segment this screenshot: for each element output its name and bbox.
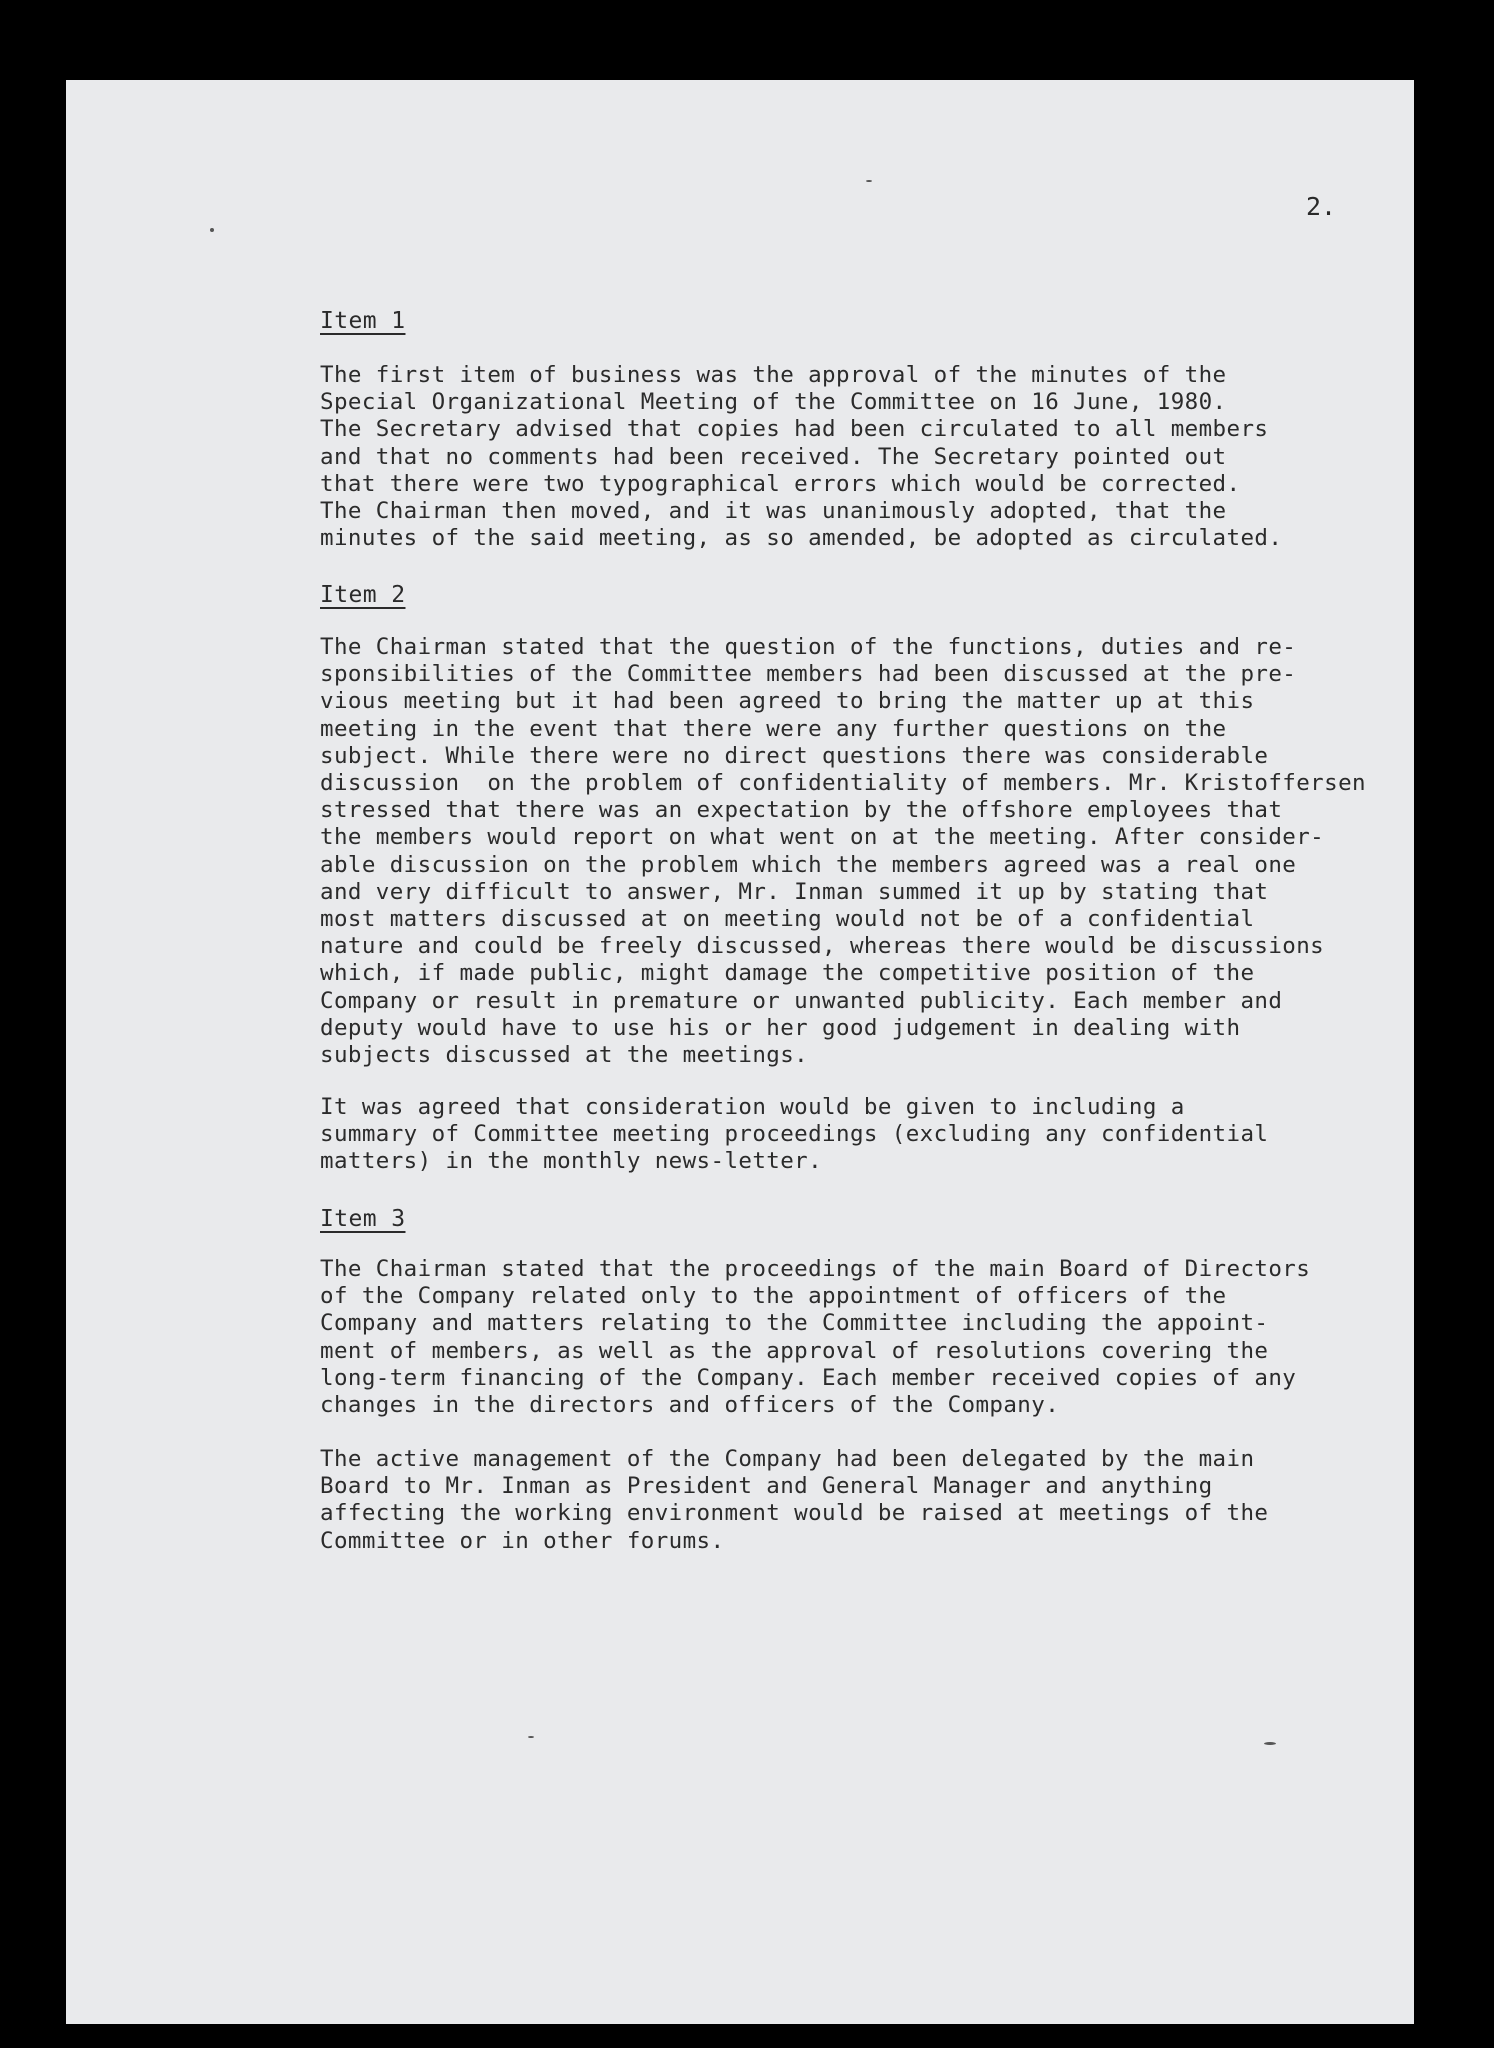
paragraph-line: Special Organizational Meeting of the Committee on 16 June, 1980. [320,389,1227,416]
paragraph-line: and that no comments had been received. The Secretary pointed out [320,443,1227,470]
item-3-paragraph-2 [320,1446,1400,1555]
scan-speck [528,1736,534,1738]
paragraph-line: changes in the directors and officers of the Company. [320,1392,1060,1419]
paragraph-line: minutes of the said meeting, as so amended, be adopted as circulated. [320,525,1283,552]
paragraph-line: deputy would have to use his or her good judgement in dealing with [320,1014,1241,1041]
item-2-paragraph-2 [320,1094,1400,1176]
paragraph-line: subject. While there were no direct questions there was considerable [320,742,1269,769]
paragraph-line: meeting in the event that there were any further questions on the [320,715,1227,742]
paragraph-line: The active management of the Company had been delegated by the main [320,1446,1255,1472]
paragraph-line: subjects discussed at the meetings. [320,1042,809,1069]
paragraph-line: which, if made public, might damage the competitive position of the [320,960,1255,987]
paragraph-line: matters) in the monthly news-letter. [320,1148,823,1175]
paragraph-line: Board to Mr. Inman as President and General Manager and anything [320,1473,1213,1500]
paragraph-line: nature and could be freely discussed, whereas there would be discussions [320,933,1325,960]
scan-speck [866,180,872,182]
paragraph-line: long-term financing of the Company. Each member received copies of any [320,1364,1297,1391]
paragraph-line: Committee or in other forums. [320,1527,725,1554]
item-3-heading: Item 3 [320,1206,406,1232]
paragraph-line: Company or result in premature or unwanted publicity. Each member and [320,987,1283,1014]
page-number: 2. [1306,192,1337,221]
paragraph-line: The Chairman then moved, and it was unanimously adopted, that the [320,498,1227,525]
paragraph-line: the members would report on what went on at the meeting. After consider- [320,824,1325,851]
paragraph-line: The Chairman stated that the question of the functions, duties and re- [320,634,1297,660]
item-2-heading: Item 2 [320,582,406,608]
paragraph-line: that there were two typographical errors which would be corrected. [320,470,1241,497]
scan-speck [210,228,214,232]
paragraph-line: Company and matters relating to the Committee including the appoint- [320,1310,1269,1337]
paragraph-line: The Chairman stated that the proceedings of the main Board of Directors [320,1256,1311,1282]
item-1-heading: Item 1 [320,308,406,334]
paragraph-line: and very difficult to answer, Mr. Inman summed it up by stating that [320,878,1269,905]
paragraph-line: affecting the working environment would be raised at meetings of the [320,1500,1269,1527]
item-3-paragraph-1 [320,1256,1400,1419]
paragraph-line: able discussion on the problem which the members agreed was a real one [320,851,1297,878]
paragraph-line: most matters discussed at on meeting would not be of a confidential [320,906,1255,933]
paragraph-line: The Secretary advised that copies had been circulated to all members [320,416,1269,443]
paragraph-line: sponsibilities of the Committee members had been discussed at the pre- [320,661,1297,688]
paragraph-line: The first item of business was the approval of the minutes of the [320,362,1227,388]
paragraph-line: discussion on the problem of confidentiality of members. Mr. Kristoffersen [320,770,1366,797]
item-2-paragraph-1 [320,634,1400,1069]
scan-speck [1264,1742,1276,1745]
paragraph-line: stressed that there was an expectation by the offshore employees that [320,797,1283,824]
item-1-paragraph [320,362,1400,552]
paragraph-line: vious meeting but it had been agreed to bring the matter up at this [320,688,1255,715]
paragraph-line: summary of Committee meeting proceedings (excluding any confidential [320,1121,1269,1148]
paragraph-line: ment of members, as well as the approval of resolutions covering the [320,1337,1269,1364]
document-page [66,80,1414,2024]
paragraph-line: It was agreed that consideration would be given to including a [320,1094,1185,1120]
paragraph-line: of the Company related only to the appointment of officers of the [320,1283,1227,1310]
